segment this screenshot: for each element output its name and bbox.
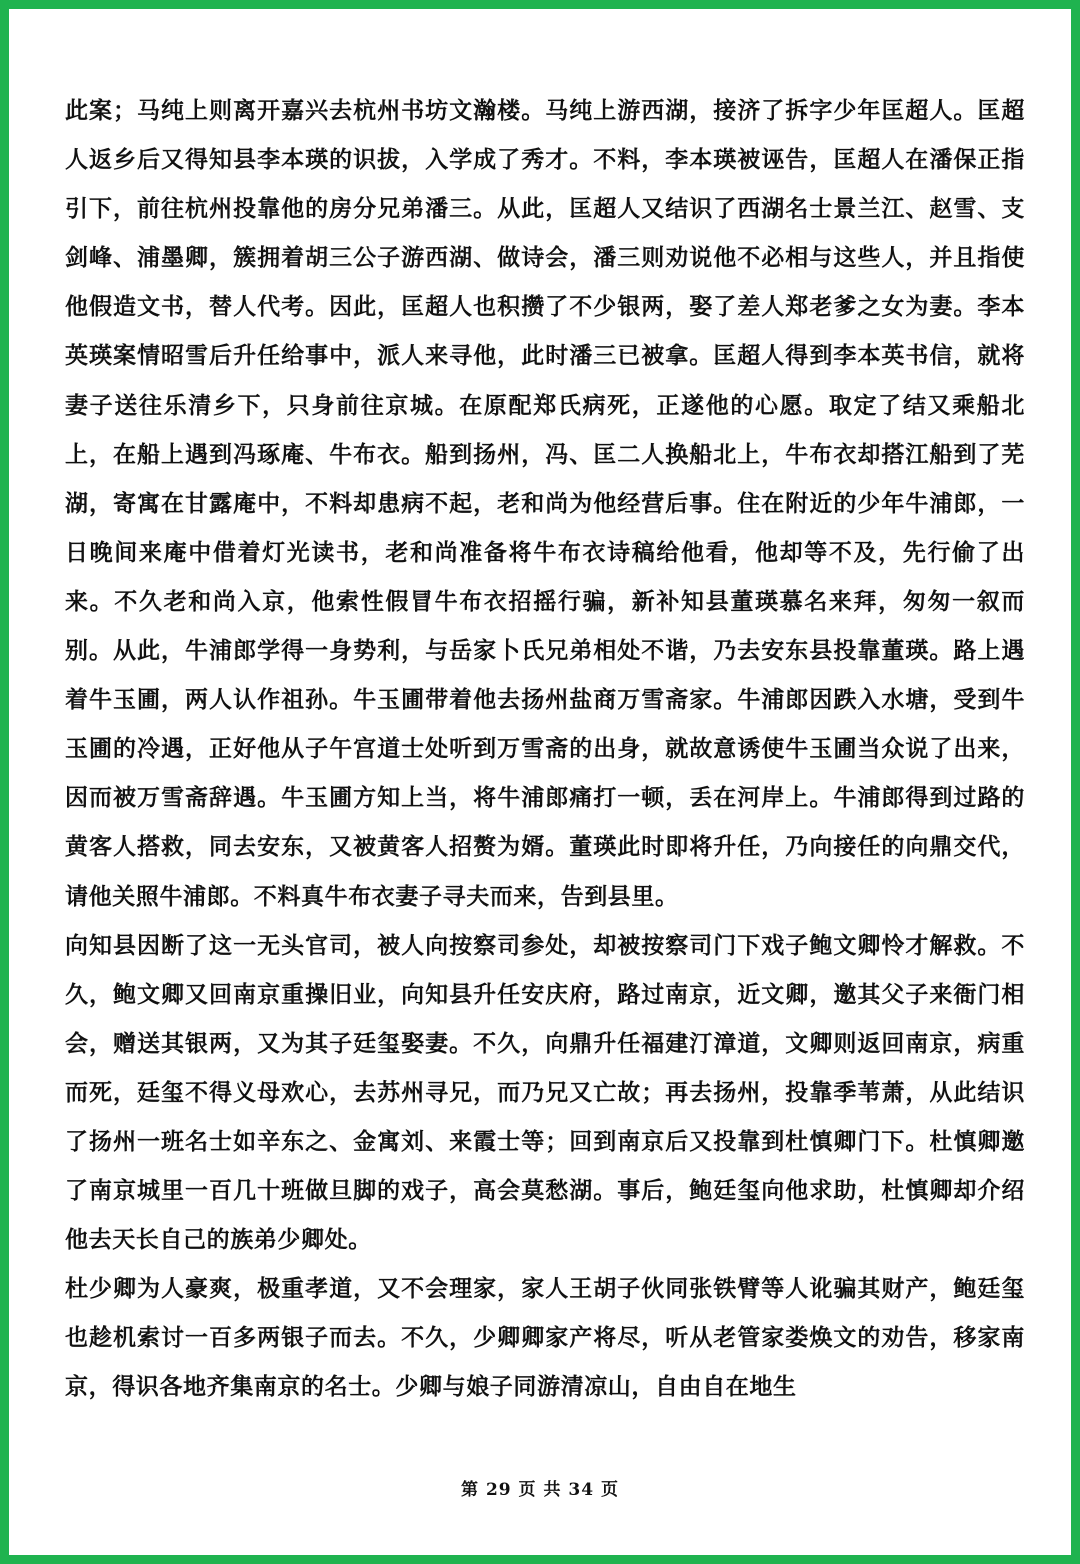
paragraph-2: 向知县因断了这一无头官司，被人向按察司参处，却被按察司门下戏子鲍文卿怜才解救。不久，鲍文卿又回南京重操旧业，向知县升任安庆府，路过南京，近文卿，邀其父子来衙门相会，赠送其银两，又为其子廷玺娶妻。不久，向鼎升任福建汀漳道，文卿则返回南京，病重而死，廷玺不得义母欢心，去苏州寻兄，而乃兄又亡故；再去扬州，投靠季苇萧，从此结识了扬州一班名士如辛东之、金寓刘、来霞士等；回到南京后又投靠到杜慎卿门下。杜慎卿邀了南京城里一百几十班做旦脚的戏子，高会莫愁湖。事后，鲍廷玺向他求助，杜慎卿却介绍他去天长自己的族弟少卿处。: [65, 931, 1025, 1254]
paragraph-1: 此案；马纯上则离开嘉兴去杭州书坊文瀚楼。马纯上游西湖，接济了拆字少年匡超人。匡超人返乡后又得知县李本瑛的识拔，入学成了秀才。不料，李本瑛被诬告，匡超人在潘保正指引下，前往杭州投靠他的房分兄弟潘三。从此，匡超人又结识了西湖名士景兰江、赵雪、支剑峰、浦墨卿，簇拥着胡三公子游西湖、做诗会，潘三则劝说他不必相与这些人，并且指使他假造文书，替人代考。因此，匡超人也积攒了不少银两，娶了差人郑老爹之女为妻。李本英瑛案情昭雪后升任给事中，派人来寻他，此时潘三已被拿。匡超人得到李本英书信，就将妻子送往乐清乡下，只身前往京城。在原配郑氏病死，正遂他的心愿。取定了结又乘船北上，在船上遇到冯琢庵、牛布衣。船到扬州，冯、匡二人换船北上，牛布衣却搭江船到了芜湖，寄寓在甘露庵中，不料却患病不起，老和尚为他经营后事。住在附近的少年牛浦郎，一日晚间来庵中借着灯光读书，老和尚准备将牛布衣诗稿给他看，他却等不及，先行偷了出来。不久老和尚入京，他索性假冒牛布衣招摇行骗，新补知县董瑛慕名来拜，匆匆一叙而别。从此，牛浦郎学得一身势利，与岳家卜氏兄弟相处不谐，乃去安东县投靠董瑛。路上遇着牛玉圃，两人认作祖孙。牛玉圃带着他去扬州盐商万雪斋家。牛浦郎因跌入水塘，受到牛玉圃的冷遇，正好他从子午宫道士处听到万雪斋的出身，就故意诱使牛玉圃当众说了出来，因而被万雪斋辞遇。牛玉圃方知上当，将牛浦郎痛打一顿，丢在河岸上。牛浦郎得到过路的黄客人搭救，同去安东，又被黄客人招赘为婿。董瑛此时即将升任，乃向接任的向鼎交代，请他关照牛浦郎。不料真牛布衣妻子寻夫而来，告到县里。: [65, 97, 1025, 910]
page-number-footer: 第 29 页 共 34 页: [461, 1480, 619, 1500]
document-body: [65, 86, 1025, 1412]
paragraph-3: 杜少卿为人豪爽，极重孝道，又不会理家，家人王胡子伙同张铁臂等人讹骗其财产，鲍廷玺也趁机索讨一百多两银子而去。不久，少卿卿家产将尽，听从老管家娄焕文的劝告，移家南京，得识各地齐集南京的名士。少卿与娘子同游清凉山，自由自在地生: [65, 1275, 1025, 1401]
